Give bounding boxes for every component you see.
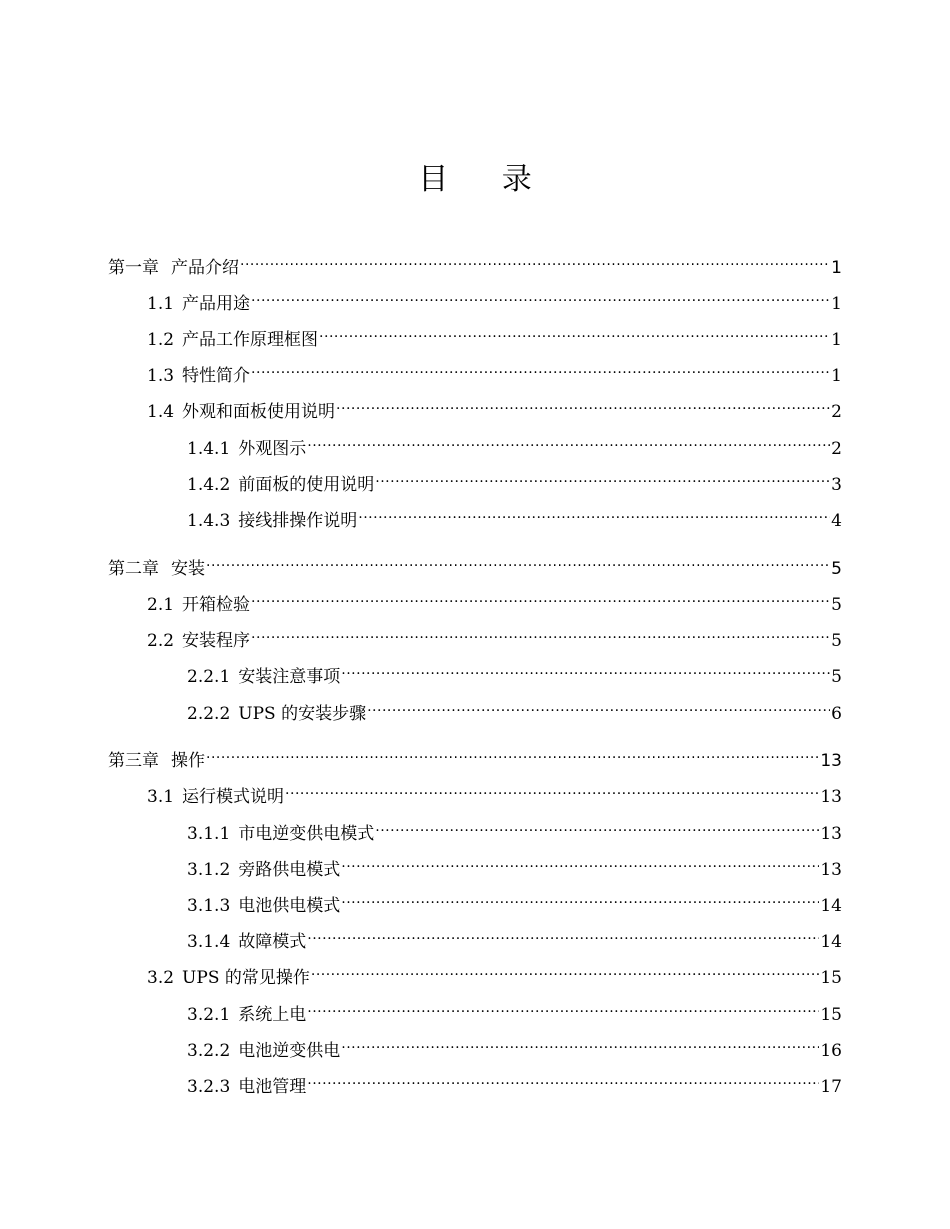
toc-dot-leader: [358, 500, 830, 526]
toc-entry-title: 安装: [171, 559, 205, 579]
toc-entry-title: 操作: [171, 751, 205, 771]
toc-entry-3-1-1[interactable]: [187, 813, 842, 844]
toc-entry-title: 外观和面板使用说明: [182, 402, 336, 422]
toc-entry-page: 13: [820, 860, 842, 880]
toc-dot-leader: [311, 957, 819, 983]
toc-entry-2-1[interactable]: [147, 584, 842, 615]
toc-entry-page: 6: [831, 704, 842, 724]
toc-entry-number: 3.2.1: [187, 1005, 231, 1025]
toc-entry-title: 开箱检验: [182, 595, 251, 615]
toc-entry-title: 特性简介: [182, 366, 251, 386]
toc-entry-number: 1.1: [147, 294, 175, 314]
toc-entry-number: 3.1.2: [187, 860, 231, 880]
toc-entry-page: 13: [820, 751, 842, 771]
toc-dot-leader: [307, 1066, 819, 1092]
toc-entry-number: 3.2.3: [187, 1077, 231, 1097]
toc-entry-page: 14: [820, 896, 842, 916]
toc-entry-number: 1.4.1: [187, 439, 231, 459]
toc-entry-number: 1.3: [147, 366, 175, 386]
toc-entry-title: 外观图示: [238, 439, 307, 459]
toc-dot-leader: [285, 776, 819, 802]
toc-dot-leader: [251, 355, 830, 381]
toc-entry-page: 1: [831, 258, 842, 278]
toc-entry-page: 1: [831, 366, 842, 386]
toc-dot-leader: [367, 693, 830, 719]
toc-dot-leader: [341, 656, 830, 682]
toc-dot-leader: [307, 921, 819, 947]
toc-entry-page: 13: [820, 824, 842, 844]
toc-dot-leader: [375, 464, 830, 490]
toc-entry-title: 运行模式说明: [182, 787, 285, 807]
toc-dot-leader: [336, 391, 830, 417]
toc-entry-number: 第三章: [108, 751, 159, 771]
toc-dot-leader: [307, 994, 819, 1020]
toc-dot-leader: [341, 849, 819, 875]
toc-entry-title: 产品工作原理框图: [182, 330, 319, 350]
toc-entry-title: 市电逆变供电模式: [238, 824, 375, 844]
toc-entry-chapter-2[interactable]: [108, 548, 842, 579]
toc-dot-leader: [341, 1030, 819, 1056]
toc-dot-leader: [341, 885, 819, 911]
toc-entry-number: 2.2: [147, 631, 175, 651]
toc-entry-1-4-3[interactable]: [187, 500, 842, 531]
toc-entry-page: 5: [831, 667, 842, 687]
toc-entry-3-2-2[interactable]: [187, 1030, 842, 1061]
toc-entry-page: 4: [831, 511, 842, 531]
toc-entry-1-4-2[interactable]: [187, 464, 842, 495]
toc-entry-3-1-3[interactable]: [187, 885, 842, 916]
toc-dot-leader: [307, 428, 830, 454]
toc-entry-page: 2: [831, 402, 842, 422]
toc-entry-2-2-2[interactable]: [187, 693, 842, 724]
toc-entry-title: UPS 的常见操作: [182, 968, 310, 988]
toc-entry-number: 3.1.4: [187, 932, 231, 952]
toc-entry-title: 产品用途: [182, 294, 251, 314]
toc-entry-page: 14: [820, 932, 842, 952]
toc-entry-title: 旁路供电模式: [238, 860, 341, 880]
toc-entry-number: 1.4.3: [187, 511, 231, 531]
toc-entry-2-2-1[interactable]: [187, 656, 842, 687]
toc-entry-chapter-1[interactable]: [108, 247, 842, 278]
toc-entry-3-2-1[interactable]: [187, 994, 842, 1025]
toc-entry-number: 3.1: [147, 787, 175, 807]
toc-dot-leader: [251, 620, 830, 646]
toc-entry-title: UPS 的安装步骤: [238, 704, 367, 724]
toc-dot-leader: [251, 283, 830, 309]
toc-dot-leader: [375, 813, 819, 839]
toc-entry-1-2[interactable]: [147, 319, 842, 350]
toc-entry-page: 17: [820, 1077, 842, 1097]
toc-entry-3-2-3[interactable]: [187, 1066, 842, 1097]
toc-entry-number: 3.1.3: [187, 896, 231, 916]
toc-entry-number: 3.2: [147, 968, 175, 988]
toc-entry-1-4[interactable]: [147, 391, 842, 422]
toc-entry-page: 2: [831, 439, 842, 459]
toc-entry-1-1[interactable]: [147, 283, 842, 314]
toc-entry-2-2[interactable]: [147, 620, 842, 651]
toc-entry-page: 16: [820, 1041, 842, 1061]
toc-entry-3-1[interactable]: [147, 776, 842, 807]
toc-entry-number: 1.4: [147, 402, 175, 422]
toc-entry-number: 2.2.2: [187, 704, 231, 724]
toc-dot-leader: [319, 319, 830, 345]
toc-entry-title: 系统上电: [238, 1005, 307, 1025]
toc-entry-number: 3.2.2: [187, 1041, 231, 1061]
toc-entry-page: 3: [831, 475, 842, 495]
toc-entry-page: 1: [831, 294, 842, 314]
toc-entry-title: 安装程序: [182, 631, 251, 651]
toc-entry-number: 1.2: [147, 330, 175, 350]
toc-entry-1-4-1[interactable]: [187, 428, 842, 459]
toc-dot-leader: [251, 584, 830, 610]
toc-dot-leader: [240, 247, 830, 273]
toc-entry-page: 5: [831, 631, 842, 651]
toc-entry-title: 安装注意事项: [238, 667, 341, 687]
toc-entry-page: 1: [831, 330, 842, 350]
toc-entry-number: 2.2.1: [187, 667, 231, 687]
toc-entry-title: 接线排操作说明: [238, 511, 358, 531]
toc-entry-number: 3.1.1: [187, 824, 231, 844]
toc-entry-page: 15: [820, 968, 842, 988]
toc-entry-chapter-3[interactable]: [108, 740, 842, 771]
toc-entry-3-1-2[interactable]: [187, 849, 842, 880]
toc-entry-title: 电池供电模式: [238, 896, 341, 916]
toc-dot-leader: [206, 548, 830, 574]
toc-entry-number: 第一章: [108, 258, 159, 278]
toc-entry-title: 前面板的使用说明: [238, 475, 375, 495]
toc-entry-title: 故障模式: [238, 932, 307, 952]
toc-dot-leader: [206, 740, 819, 766]
toc-entry-3-1-4[interactable]: [187, 921, 842, 952]
toc-entry-page: 5: [831, 595, 842, 615]
page-title: 目 录: [418, 162, 554, 197]
toc-entry-number: 1.4.2: [187, 475, 231, 495]
toc-entry-page: 5: [831, 559, 842, 579]
toc-entry-3-2[interactable]: [147, 957, 842, 988]
toc-entry-title: 电池逆变供电: [238, 1041, 341, 1061]
toc-entry-1-3[interactable]: [147, 355, 842, 386]
toc-entry-title: 电池管理: [238, 1077, 307, 1097]
toc-entry-number: 第二章: [108, 559, 159, 579]
toc-entry-page: 13: [820, 787, 842, 807]
toc-entry-page: 15: [820, 1005, 842, 1025]
toc-entry-number: 2.1: [147, 595, 175, 615]
toc-entry-title: 产品介绍: [171, 258, 239, 278]
